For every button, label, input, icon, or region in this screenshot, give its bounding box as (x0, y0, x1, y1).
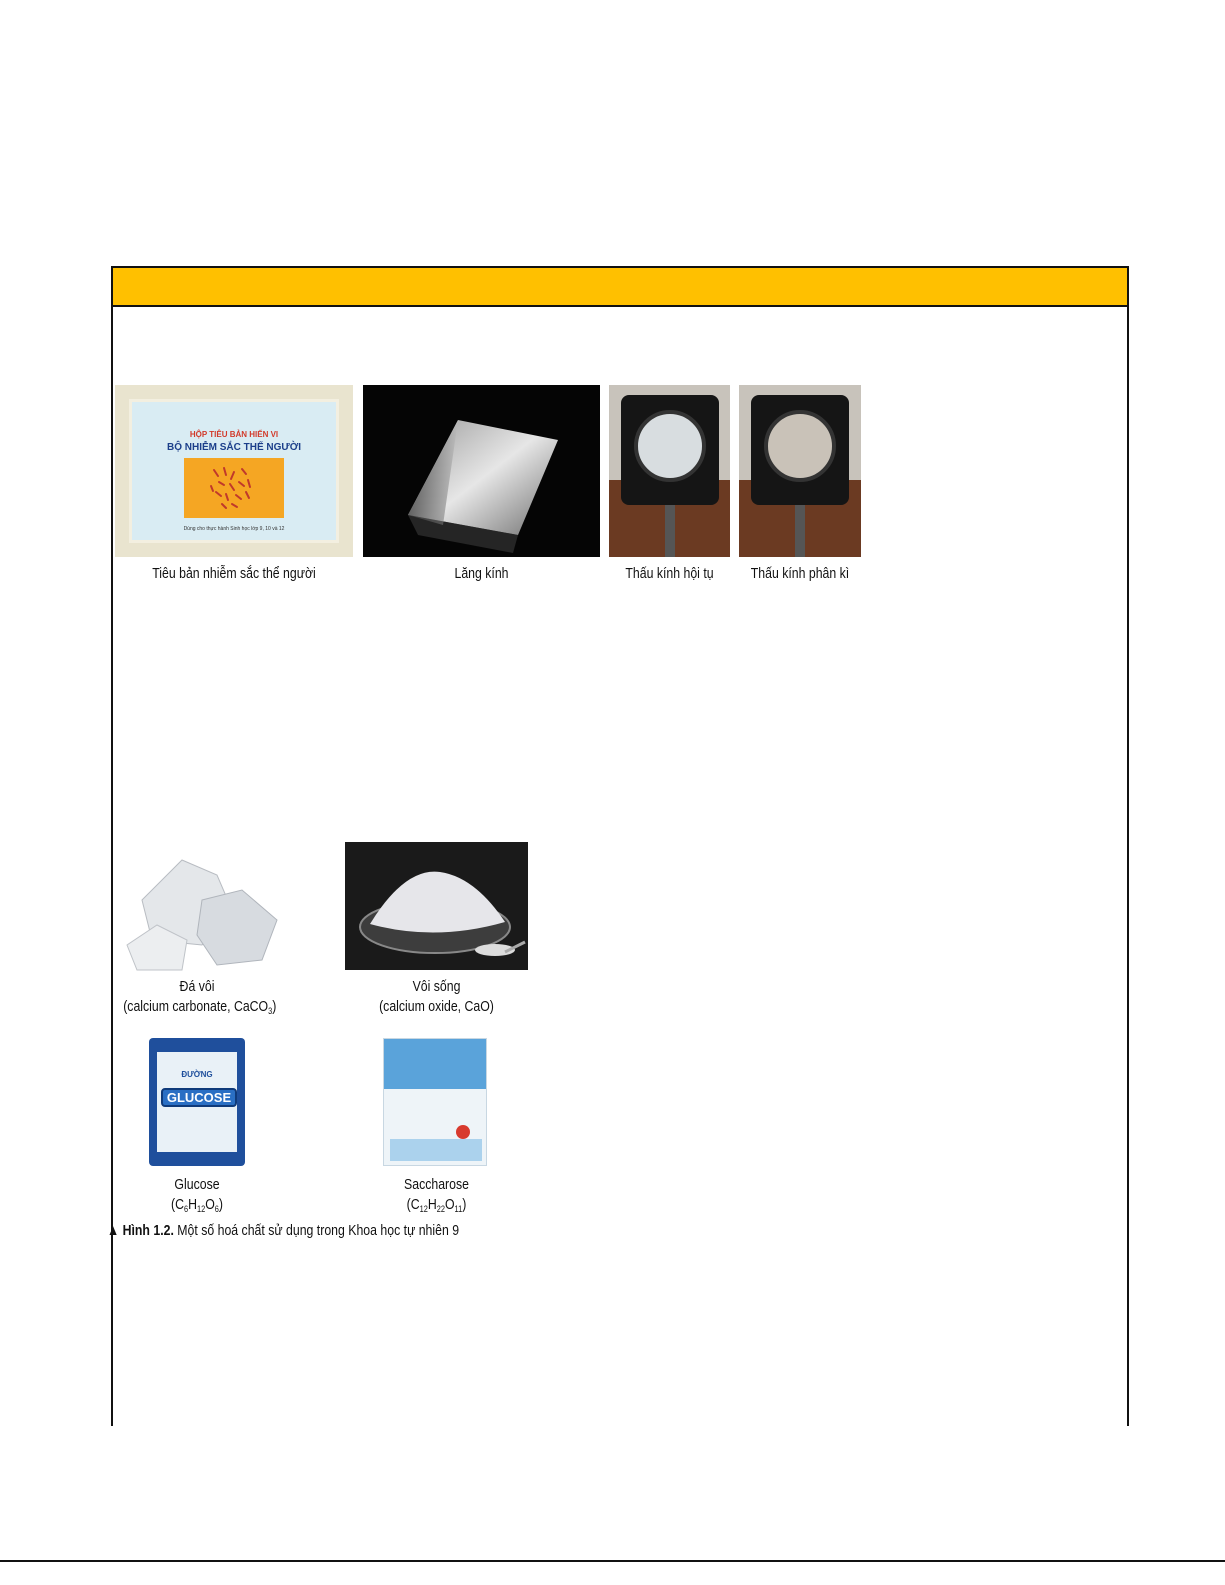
saccharose-name: Saccharose (404, 1176, 469, 1193)
caption-prism: Lăng kính (454, 565, 509, 582)
caption-diverging-lens: Thấu kính phân kì (750, 565, 850, 582)
converging-lens-photo (609, 385, 730, 557)
prism-photo (363, 385, 600, 557)
limestone-photo (122, 850, 282, 975)
chemicals-figure (107, 830, 534, 1247)
diverging-lens-photo (739, 385, 861, 557)
figure-caption-text: Một số hoá chất sử dụng trong Khoa học tự nhiên 9 (177, 1222, 460, 1239)
caption-chromosome-slide: Tiêu bản nhiễm sắc thể người (152, 565, 316, 582)
triangle-marker-icon: ▲ (107, 1222, 120, 1239)
slide-box-photo (115, 385, 353, 557)
slide-box-footer: Dùng cho thực hành Sinh học lớp 9, 10 và 12 (183, 526, 285, 532)
glucose-formula: $(C_6H_{12}O_6)$ (171, 1196, 223, 1214)
limestone-name: Đá vôi (179, 978, 215, 995)
quicklime-photo (345, 842, 528, 970)
section-header-bar (113, 268, 1127, 307)
quicklime-name: Vôi sống (412, 978, 461, 995)
glucose-bag-photo (149, 1038, 245, 1166)
page-bottom-rule (0, 1560, 1225, 1562)
glucose-bag-top-text: ĐƯỜNG (181, 1070, 213, 1079)
saccharose-bag-photo (383, 1038, 487, 1166)
limestone-formula: (calcium carbonate, CaCO$_3$) (123, 998, 277, 1016)
caption-converging-lens: Thấu kính hội tụ (625, 565, 714, 582)
glucose-name: Glucose (174, 1176, 220, 1193)
slide-box-title: HỘP TIÊU BẢN HIỂN VI (189, 430, 279, 439)
quicklime-formula: (calcium oxide, CaO) (379, 998, 494, 1015)
chromosome-image (184, 458, 284, 518)
saccharose-formula: $(C_{12}H_{22}O_{11})$ (406, 1196, 467, 1214)
glucose-bag-label: GLUCOSE (161, 1088, 237, 1107)
equipment-photo-strip (115, 385, 872, 590)
figure-label: Hình 1.2. (122, 1222, 174, 1239)
slide-box-subtitle: BỘ NHIỄM SẮC THỂ NGƯỜI (166, 442, 302, 453)
figure-caption (107, 1222, 460, 1239)
